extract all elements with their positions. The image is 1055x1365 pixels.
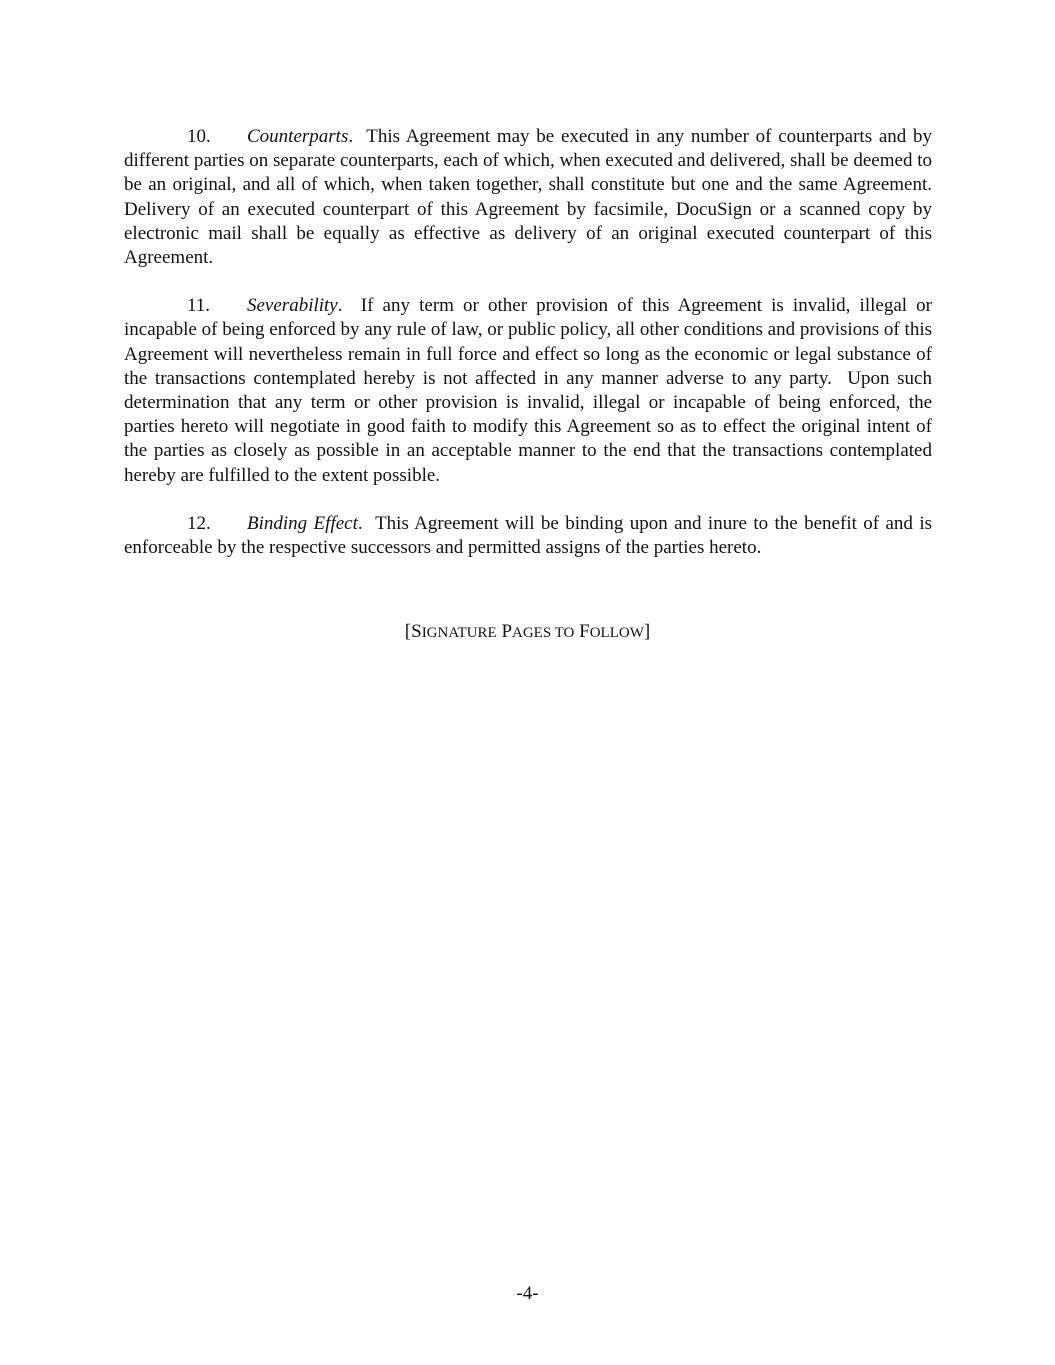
section-title: Binding Effect: [247, 512, 358, 534]
section-number: 11.: [187, 295, 211, 317]
section-title: Counterparts: [247, 126, 349, 147]
section-severability: [124, 294, 937, 488]
section-title-suffix: .: [348, 126, 354, 147]
section-counterparts: [124, 125, 942, 270]
section-title-suffix: .: [337, 295, 343, 317]
section-text: This Agreement will be binding upon and inure to the benefit of and is enforceable by the respective successors and permitted assigns of the parties hereto.: [124, 512, 937, 559]
section-text: This Agreement may be executed in any number of counterparts and by different parties on separate counterparts, each of which, when executed and delivered, shall be deemed to be an original, and all of which, when taken together, shall constitute but one and the same Agreement. Delivery of an executed counterpart of this Agreement by facsimile, DocuSign or a scanned copy by electronic mail shall be equally as effective as delivery of an original executed counterpart of this Agreement.: [124, 126, 942, 269]
page-number: -4-: [516, 1283, 539, 1304]
section-number: 12.: [187, 512, 211, 534]
section-text: If any term or other provision of this Agreement is invalid, illegal or incapable of being enforced by any rule of law, or public policy, all other conditions and provisions of this Agreement will nevertheless remain in full force and effect so long as the economic or legal substance of the transactions contemplated hereby is not affected in any manner adverse to any party. Upon such determination that any term or other provision is invalid, illegal or incapable of being enforced, the parties hereto will negotiate in good faith to modify this Agreement so as to effect the original intent of the parties as closely as possible in an acceptable manner to the end that the transactions contemplated hereby are fulfilled to the extent possible.: [124, 295, 937, 486]
section-title: Severability: [247, 295, 338, 317]
section-number: 10.: [187, 126, 211, 147]
signature-pages-note: [SIGNATURE PAGES TO FOLLOW]: [404, 621, 651, 642]
section-binding-effect: [124, 512, 937, 560]
document-body: [124, 125, 942, 584]
section-title-suffix: .: [357, 512, 363, 534]
